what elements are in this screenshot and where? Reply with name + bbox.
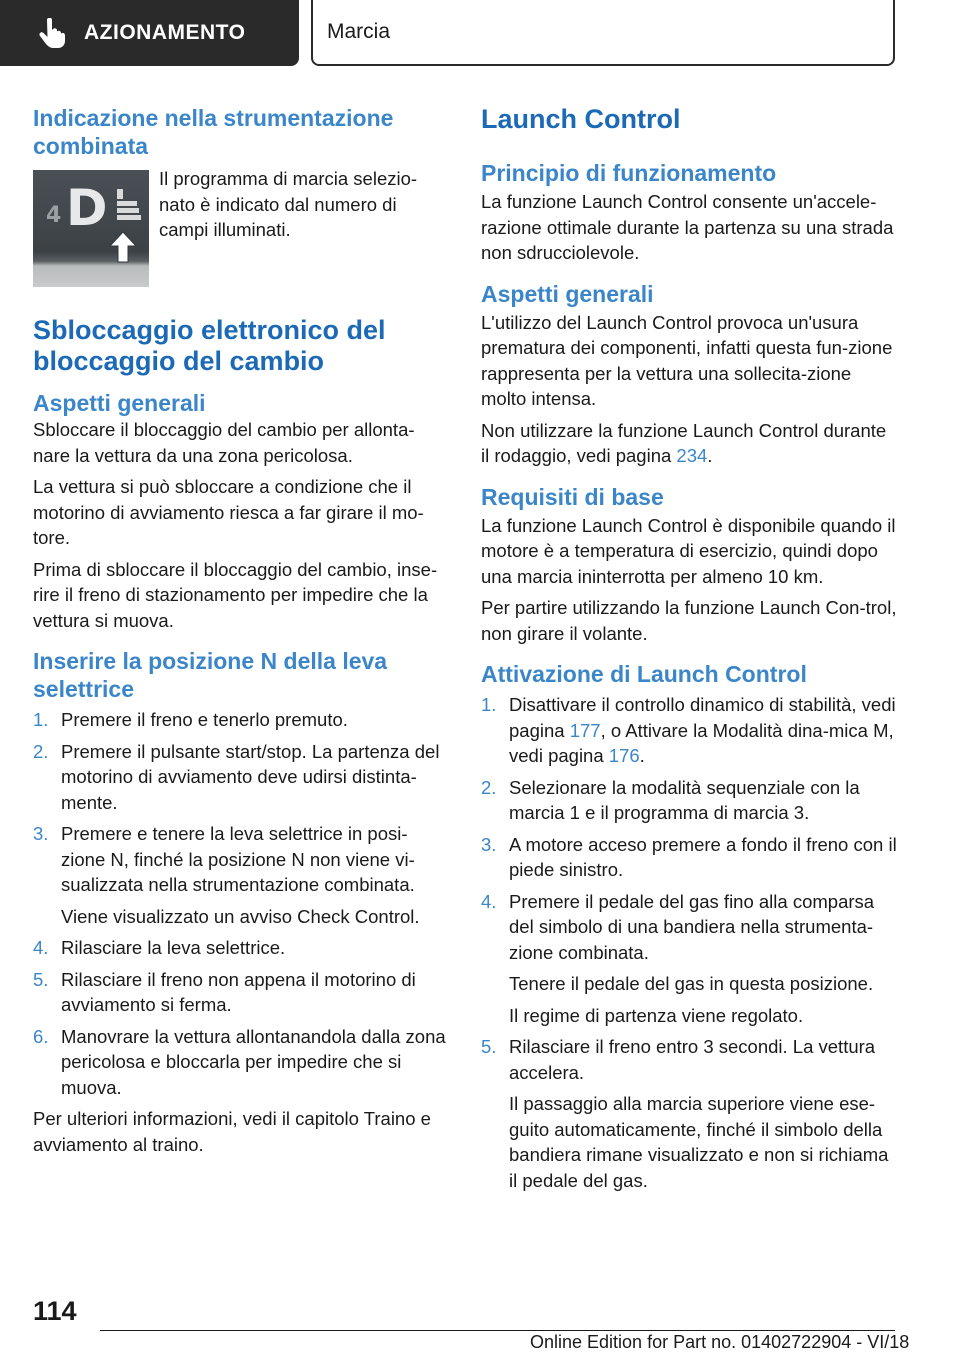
section-label: AZIONAMENTO bbox=[84, 21, 246, 44]
heading-principio: Principio di funzionamento bbox=[481, 160, 777, 186]
page-link-176[interactable]: 176 bbox=[608, 745, 640, 766]
step-number: 5. bbox=[33, 968, 49, 990]
steps-list-left-cont bbox=[33, 935, 448, 1100]
list-item bbox=[481, 1034, 897, 1085]
section-tab[interactable] bbox=[0, 0, 299, 66]
step-text: Premere e tenere la leva selettrice in posi‐zione N, finché la posizione N non viene vi‐sualizzata nella strumentazione combinata. bbox=[61, 823, 415, 895]
step-text bbox=[509, 692, 897, 769]
right-column bbox=[481, 100, 897, 1193]
heading-sbloccaggio: Sbloccaggio elettronico del bloccaggio del cambio bbox=[33, 315, 386, 376]
step1-text-c: . bbox=[639, 745, 645, 766]
left-column bbox=[33, 100, 448, 1157]
step5-note: Il passaggio alla marcia superiore viene ese‐guito automaticamente, finché il simbolo della bandiera rimane visualizzato e non si richiama il pedale del gas. bbox=[509, 1093, 889, 1191]
list-item bbox=[481, 889, 897, 966]
list-item bbox=[33, 1024, 448, 1101]
step-text: Premere il pulsante start/stop. La partenza del motorino di avviamento deve udirsi distinta‐mente. bbox=[61, 740, 440, 813]
step-text: Premere il freno e tenerlo premuto. bbox=[61, 709, 348, 730]
paragraph-requisiti-2: Per partire utilizzando la funzione Launch Con‐trol, non girare il volante. bbox=[481, 597, 897, 644]
steps-list-right bbox=[481, 692, 897, 965]
list-item bbox=[481, 832, 897, 883]
heading-attivazione: Attivazione di Launch Control bbox=[481, 661, 807, 687]
step-text: A motore acceso premere a fondo il freno con il piede sinistro. bbox=[509, 833, 897, 880]
heading-inserire: Inserire la posizione N della leva selettrice bbox=[33, 648, 388, 702]
paragraph-prima: Prima di sbloccare il bloccaggio del cambio, inse‐rire il freno di stazionamento per impedire che la vettura si muova. bbox=[33, 558, 438, 631]
step3-note: Viene visualizzato un avviso Check Control. bbox=[61, 905, 420, 927]
step1-text-a: Disattivare il controllo dinamico di stabilità, vedi pagina bbox=[509, 694, 896, 741]
paragraph-rodaggio bbox=[481, 418, 897, 469]
heading-aspetti-generali-left: Aspetti generali bbox=[33, 390, 206, 416]
list-item bbox=[481, 692, 897, 769]
step-number: 3. bbox=[33, 823, 49, 844]
step-number: 5. bbox=[481, 1036, 497, 1057]
footer-edition: Online Edition for Part no. 01402722904 - VI/18 bbox=[530, 1332, 910, 1352]
heading-launch-control: Launch Control bbox=[481, 104, 681, 134]
step-number: 4. bbox=[481, 890, 497, 912]
page-link-177[interactable]: 177 bbox=[569, 719, 601, 741]
list-item bbox=[33, 821, 448, 898]
step4-note-1: Tenere il pedale del gas in questa posizione. bbox=[509, 973, 874, 994]
page-number: 114 bbox=[33, 1296, 77, 1326]
step-number: 6. bbox=[33, 1025, 49, 1047]
instrument-cluster-image bbox=[33, 170, 149, 287]
chapter-label: Marcia bbox=[327, 20, 391, 43]
heading-indicazione: Indicazione nella strumentazione combinata bbox=[33, 105, 394, 159]
step-number: 3. bbox=[481, 833, 497, 855]
list-item bbox=[33, 739, 448, 816]
paragraph-usura: L'utilizzo del Launch Control provoca un'usura prematura dei componenti, infatti questa fun‐zione rappresenta per la vettura una sollecita‐zione molto intensa. bbox=[481, 311, 893, 409]
paragraph-vettura: La vettura si può sbloccare a condizione che il motorino di avviamento riesca a far girare il mo‐tore. bbox=[33, 476, 424, 548]
list-item bbox=[481, 775, 897, 826]
rodaggio-end: . bbox=[707, 445, 713, 466]
paragraph-sbloccare: Sbloccare il bloccaggio del cambio per allonta‐nare la vettura da una zona pericolosa. bbox=[33, 419, 415, 466]
step-text: Manovrare la vettura allontanandola dalla zona pericolosa e bloccarla per impedire che si muova. bbox=[61, 1025, 446, 1098]
list-item bbox=[33, 935, 448, 961]
step-text: Rilasciare il freno entro 3 secondi. La vettura accelera. bbox=[509, 1036, 876, 1083]
gear-letter: D bbox=[66, 179, 108, 237]
gear-bars-icon bbox=[115, 187, 143, 223]
upshift-arrow-icon bbox=[108, 230, 138, 264]
list-item bbox=[33, 707, 448, 733]
page-link-234[interactable]: 234 bbox=[676, 445, 708, 466]
step-number: 2. bbox=[33, 740, 49, 762]
gear-number: 4 bbox=[46, 203, 62, 228]
steps-list-left bbox=[33, 707, 448, 898]
footer-divider bbox=[100, 1330, 895, 1331]
paragraph-requisiti-1: La funzione Launch Control è disponibile quando il motore è a temperatura di esercizio, quindi dopo una marcia ininterrotta per almeno 10 km. bbox=[481, 514, 896, 587]
step-number: 2. bbox=[481, 776, 497, 798]
list-item bbox=[33, 967, 448, 1018]
step-text: Rilasciare il freno non appena il motorino di avviamento si ferma. bbox=[61, 968, 416, 1015]
heading-aspetti-generali-right: Aspetti generali bbox=[481, 280, 654, 307]
step-text: Rilasciare la leva selettrice. bbox=[61, 937, 286, 958]
chapter-box bbox=[311, 0, 895, 66]
step-number: 4. bbox=[33, 937, 49, 958]
step-number: 1. bbox=[33, 709, 49, 730]
steps-list-right-cont bbox=[481, 1034, 897, 1085]
step-text: Premere il pedale del gas fino alla comparsa del simbolo di una bandiera nella strumenta‐zione combinata. bbox=[509, 890, 875, 963]
figure-row bbox=[33, 170, 448, 287]
heading-requisiti: Requisiti di base bbox=[481, 483, 664, 510]
step-text: Selezionare la modalità sequenziale con la marcia 1 e il programma di marcia 3. bbox=[509, 776, 860, 823]
paragraph-ulteriori: Per ulteriori informazioni, vedi il capitolo Traino e avviamento al traino. bbox=[33, 1108, 431, 1155]
step-number: 1. bbox=[481, 694, 497, 715]
rodaggio-text: Non utilizzare la funzione Launch Control durante il rodaggio, vedi pagina bbox=[481, 419, 887, 466]
hand-pointer-icon bbox=[38, 18, 66, 48]
figure-caption: Il programma di marcia selezio‐nato è indicato dal numero di campi illuminati. bbox=[159, 168, 418, 240]
step4-note-2: Il regime di partenza viene regolato. bbox=[509, 1004, 804, 1026]
paragraph-principio: La funzione Launch Control consente un'accele‐razione ottimale durante la partenza su una strada non sdrucciolevole. bbox=[481, 191, 894, 263]
step1-text-b: , o Attivare la Modalità dina‐mica M, vedi pagina bbox=[509, 719, 894, 766]
